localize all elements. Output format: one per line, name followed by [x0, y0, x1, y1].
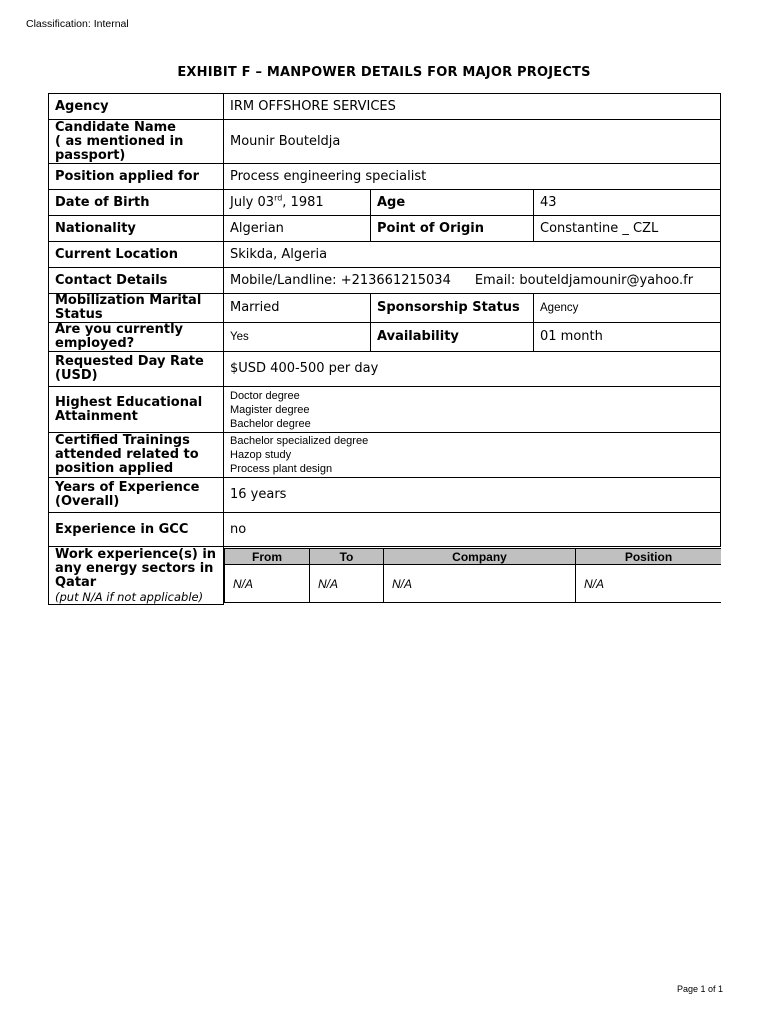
age-value: 43	[534, 190, 721, 216]
candidate-label-line: ( as mentioned in	[55, 133, 184, 149]
row-agency	[49, 94, 721, 120]
work-from-value: N/A	[225, 565, 310, 603]
employed-value: Yes	[224, 323, 371, 352]
row-gcc	[49, 513, 721, 547]
rate-label-line: Requested Day Rate	[55, 354, 204, 369]
candidate-name-value: Mounir Bouteldja	[224, 120, 721, 164]
marital-value: Married	[224, 294, 371, 323]
row-work-experience	[49, 547, 721, 605]
nationality-label: Nationality	[49, 216, 224, 242]
rate-label	[49, 352, 224, 387]
position-value: Process engineering specialist	[224, 164, 721, 190]
work-col-company: Company	[384, 549, 576, 565]
row-education	[49, 387, 721, 433]
gcc-value: no	[224, 513, 721, 547]
row-nationality	[49, 216, 721, 242]
contact-phone: Mobile/Landline: +213661215034	[230, 272, 451, 288]
page-title: EXHIBIT F – MANPOWER DETAILS FOR MAJOR PROJECTS	[177, 65, 591, 80]
dob-label: Date of Birth	[49, 190, 224, 216]
experience-label-line: (Overall)	[55, 494, 120, 509]
trainings-label-line: attended related to	[55, 447, 199, 462]
nationality-value: Algerian	[224, 216, 371, 242]
marital-label	[49, 294, 224, 323]
location-value: Skikda, Algeria	[224, 242, 721, 268]
trainings-value	[224, 433, 721, 478]
experience-value: 16 years	[224, 478, 721, 513]
education-item: Magister degree	[230, 403, 310, 416]
trainings-label-line: Certified Trainings	[55, 433, 190, 448]
education-label-line: Attainment	[55, 408, 138, 424]
marital-label-line: Status	[55, 307, 103, 322]
education-label-line: Highest Educational	[55, 394, 203, 410]
contact-value	[224, 268, 721, 294]
work-col-position: Position	[576, 549, 721, 565]
education-value	[224, 387, 721, 433]
work-label-line: any energy sectors in	[55, 561, 214, 576]
work-experience-label	[49, 547, 224, 605]
employed-label-line: Are you currently	[55, 322, 184, 337]
row-position	[49, 164, 721, 190]
candidate-label-line: passport)	[55, 147, 126, 163]
dob-ordinal: rd	[274, 193, 283, 203]
trainings-label-line: position applied	[55, 461, 174, 476]
education-item: Bachelor degree	[230, 417, 311, 430]
agency-value: IRM OFFSHORE SERVICES	[224, 94, 721, 120]
origin-value: Constantine _ CZL	[534, 216, 721, 242]
marital-label-line: Mobilization Marital	[55, 293, 202, 308]
work-label-line: Work experience(s) in	[55, 547, 217, 562]
education-label	[49, 387, 224, 433]
work-note: (put N/A if not applicable)	[55, 590, 204, 604]
dob-value	[224, 190, 371, 216]
position-label: Position applied for	[49, 164, 224, 190]
row-candidate-name	[49, 120, 721, 164]
age-label: Age	[371, 190, 534, 216]
employed-label	[49, 323, 224, 352]
education-item: Doctor degree	[230, 389, 300, 402]
availability-label: Availability	[371, 323, 534, 352]
rate-label-line: (USD)	[55, 368, 98, 383]
work-position-value: N/A	[576, 565, 721, 603]
work-col-from: From	[225, 549, 310, 565]
table-row	[225, 565, 721, 603]
sponsorship-label: Sponsorship Status	[371, 294, 534, 323]
training-item: Process plant design	[230, 463, 333, 475]
employed-label-line: employed?	[55, 336, 135, 351]
work-to-value: N/A	[310, 565, 384, 603]
row-rate	[49, 352, 721, 387]
origin-label: Point of Origin	[371, 216, 534, 242]
row-contact	[49, 268, 721, 294]
work-col-to: To	[310, 549, 384, 565]
training-item: Hazop study	[230, 449, 292, 461]
page-number: Page 1 of 1	[677, 984, 724, 994]
candidate-name-label	[49, 120, 224, 164]
agency-label: Agency	[49, 94, 224, 120]
candidate-label-line: Candidate Name	[55, 119, 176, 135]
row-location	[49, 242, 721, 268]
dob-year: , 1981	[282, 194, 324, 210]
manpower-form	[48, 93, 721, 605]
row-dob-age	[49, 190, 721, 216]
row-experience	[49, 478, 721, 513]
trainings-label	[49, 433, 224, 478]
row-trainings	[49, 433, 721, 478]
training-item: Bachelor specialized degree	[230, 435, 369, 447]
work-experience-table	[224, 548, 721, 603]
gcc-label: Experience in GCC	[49, 513, 224, 547]
classification-label: Classification: Internal	[26, 18, 129, 30]
dob-day: July 03	[230, 194, 275, 210]
contact-email: Email: bouteldjamounir@yahoo.fr	[474, 272, 694, 288]
experience-label	[49, 478, 224, 513]
rate-value: $USD 400-500 per day	[224, 352, 721, 387]
row-employed	[49, 323, 721, 352]
work-company-value: N/A	[384, 565, 576, 603]
contact-label: Contact Details	[49, 268, 224, 294]
row-marital	[49, 294, 721, 323]
sponsorship-value: Agency	[534, 294, 721, 323]
availability-value: 01 month	[534, 323, 721, 352]
location-label: Current Location	[49, 242, 224, 268]
work-table-header	[225, 549, 721, 565]
work-label-line: Qatar	[55, 575, 97, 590]
work-experience-table-cell	[224, 547, 721, 605]
experience-label-line: Years of Experience	[55, 480, 200, 495]
